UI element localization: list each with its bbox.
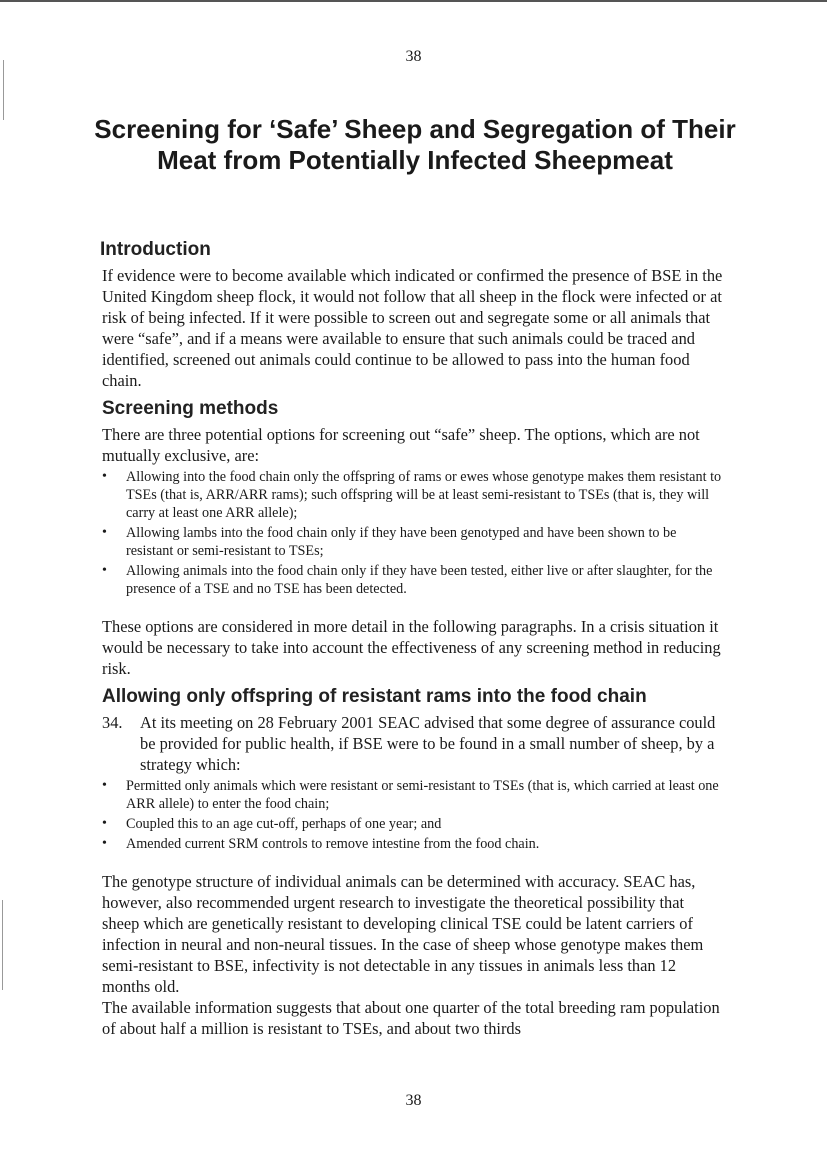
introduction-paragraph: If evidence were to become available which indicated or confirmed the presence of BSE in the United Kingdom sheep flock, it would not follow that all sheep in the flock were infected or at risk of being infected. If it were possible to screen out and segregate some or all animals that were “safe”, and if a means were available to ensure that such animals could be traced and identified, screened out animals could continue to be allowed to pass into the human food chain. (102, 266, 723, 390)
numbered-paragraph-34 (102, 712, 724, 775)
page-title: Screening for ‘Safe’ Sheep and Segregation of Their Meat from Potentially Infected Sheepmeat (94, 114, 736, 175)
list-item: • Permitted only animals which were resistant or semi-resistant to TSEs (that is, which carried at least one ARR allele) to enter the food chain; (102, 777, 724, 813)
list-item: • Allowing lambs into the food chain only if they have been genotyped and have been shown to be resistant or semi-resistant to TSEs; (102, 524, 724, 560)
page-number-bottom: 38 (405, 1092, 422, 1109)
genotype-paragraph: The genotype structure of individual animals can be determined with accuracy. SEAC has, however, also recommended urgent research to investigate the theoretical possibility that sheep which are genetically resistant to developing clinical TSE could be latent carriers of infection in neural and non-neural tissues. In the case of sheep whose genotype makes them semi-resistant to BSE, infectivity is not detectable in any tissues in animals less than 12 months old. (102, 872, 704, 996)
scan-edge-mark (3, 60, 4, 120)
section-heading-introduction: Introduction (100, 239, 211, 260)
ram-population-paragraph: The available information suggests that about one quarter of the total breeding ram population of about half a million is resistant to TSEs, and about two thirds (102, 998, 720, 1038)
screening-options-list (102, 468, 724, 598)
paragraph-number: 34. (102, 713, 123, 732)
section-heading-screening-methods: Screening methods (102, 398, 279, 419)
list-item: • Allowing into the food chain only the offspring of rams or ewes whose genotype makes them resistant to TSEs (that is, ARR/ARR rams); such offspring will be at least semi-resistant to TSEs (that is, they will carry at least one ARR allele); (102, 468, 724, 522)
section-heading-offspring: Allowing only offspring of resistant rams into the food chain (102, 686, 647, 707)
screening-methods-intro: There are three potential options for screening out “safe” sheep. The options, which are not mutually exclusive, are: (102, 425, 700, 465)
list-item: • Amended current SRM controls to remove intestine from the food chain. (102, 835, 724, 853)
top-border-line (0, 0, 827, 2)
list-item: • Allowing animals into the food chain only if they have been tested, either live or after slaughter, for the presence of a TSE and no TSE has been detected. (102, 562, 724, 598)
scan-edge-mark (2, 900, 3, 990)
document-body (102, 238, 724, 1039)
page-number-top: 38 (405, 48, 422, 65)
strategy-list (102, 777, 724, 853)
list-item: • Coupled this to an age cut-off, perhaps of one year; and (102, 815, 724, 833)
paragraph-text: At its meeting on 28 February 2001 SEAC advised that some degree of assurance could be provided for public health, if BSE were to be found in a small number of sheep, by a strategy which: (140, 713, 716, 774)
screening-methods-closing: These options are considered in more detail in the following paragraphs. In a crisis situation it would be necessary to take into account the effectiveness of any screening method in reducing risk. (102, 617, 721, 678)
